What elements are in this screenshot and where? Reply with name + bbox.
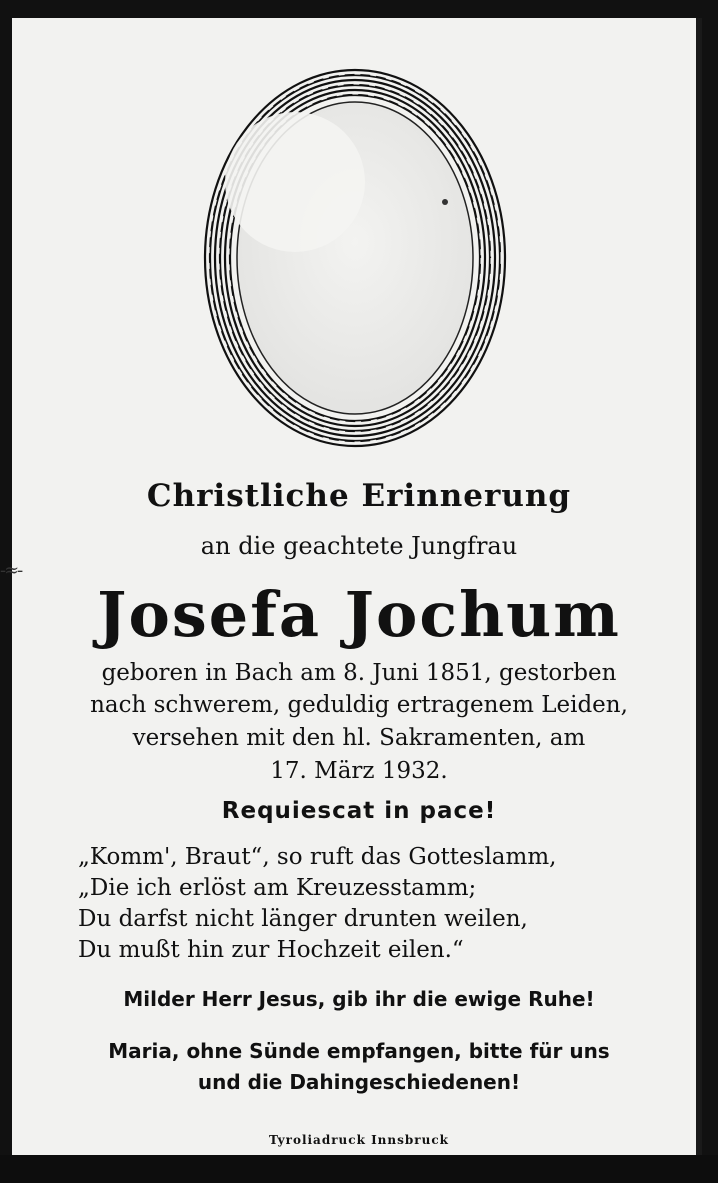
poem-line: Du mußt hin zur Hochzeit eilen.“: [78, 937, 464, 963]
prayer-line: Milder Herr Jesus, gib ihr die ewige Ruhe!: [123, 987, 595, 1011]
poem-line: „Die ich erlöst am Kreuzesstamm;: [78, 875, 477, 901]
requiescat-line: Requiescat in pace!: [221, 798, 497, 824]
biography-line: geboren in Bach am 8. Juni 1851, gestorben: [101, 660, 617, 686]
biography-line: 17. März 1932.: [270, 758, 448, 784]
prayer-line: Maria, ohne Sünde empfangen, bitte für uns: [108, 1039, 610, 1063]
prayer-line: und die Dahingeschiedenen!: [197, 1070, 521, 1094]
bottom-border: [0, 1155, 718, 1183]
printer-credit: Tyroliadruck Innsbruck: [269, 1133, 449, 1147]
poem-line: Du darfst nicht länger drunten weilen,: [78, 906, 528, 932]
card-title: Christliche Erinnerung: [146, 478, 572, 514]
wavy-oval-frame-icon: [200, 62, 510, 454]
poem-line: „Komm', Braut“, so ruft das Gotteslamm,: [78, 844, 557, 870]
biography-line: versehen mit den hl. Sakramenten, am: [132, 725, 586, 751]
card-subtitle: an die geachtete Jungfrau: [200, 532, 518, 560]
biography-line: nach schwerem, geduldig ertragenem Leiden,: [90, 692, 628, 718]
scratch-mark-icon: -≈-: [0, 560, 22, 581]
deceased-name: Josefa Jochum: [97, 578, 621, 651]
